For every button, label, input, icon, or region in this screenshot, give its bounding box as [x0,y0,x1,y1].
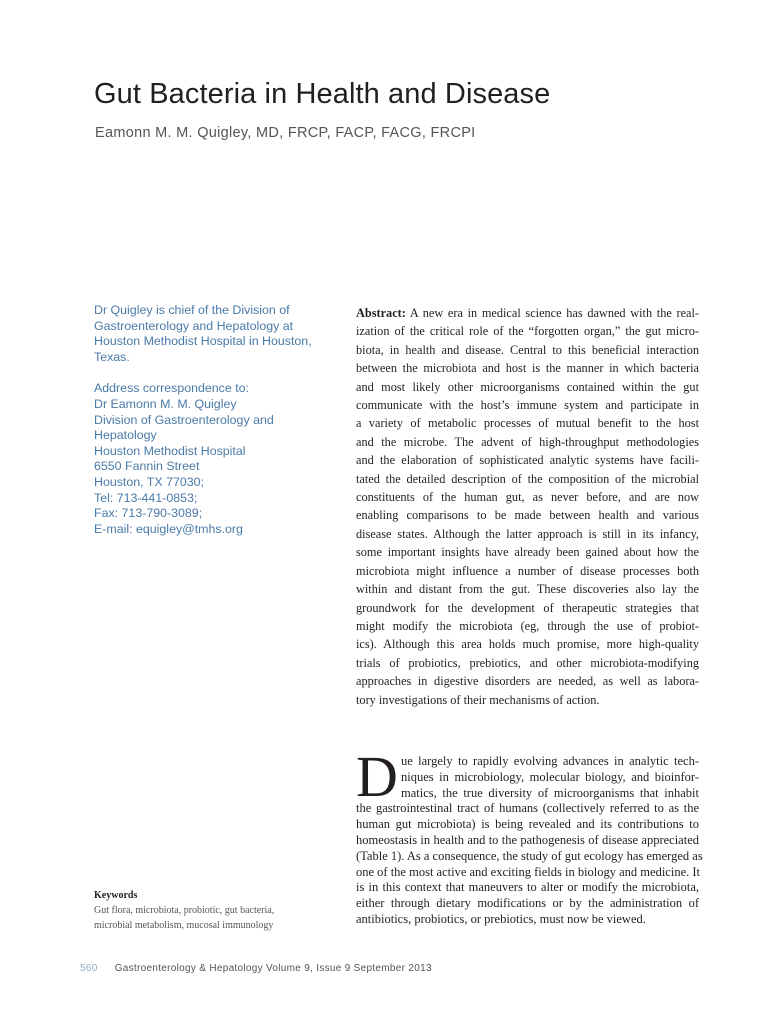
page-footer [80,963,432,974]
abstract [356,304,699,709]
keywords-block [94,889,314,933]
abstract-line: constituents of the human gut, as never before, and are now [356,490,699,505]
drop-cap: D [356,744,398,809]
article-authors: Eamonn M. M. Quigley, MD, FRCP, FACP, FACG, FRCPI [95,125,476,141]
article-body-intro [356,754,703,928]
correspondence-address [94,381,324,537]
body-line: matics, the true diversity of microorganisms that inhabit [401,785,699,800]
author-bio [94,303,324,365]
bio-line: Dr Quigley is chief of the Division of [94,303,290,317]
address-line: Dr Eamonn M. M. Quigley [94,396,237,411]
body-line: niques in microbiology, molecular biology, and bioinfor- [401,769,699,784]
abstract-line: biota, in health and disease. Central to this beneficial interaction [356,342,699,357]
abstract-line: might modify the microbiota (eg, through the use of probiot- [356,618,699,633]
address-line: Address correspondence to: [94,381,249,396]
abstract-line: between the microbiota and host is the manner in which bacteria [356,361,699,376]
journal-citation: Gastroenterology & Hepatology Volume 9, Issue 9 September 2013 [114,963,432,974]
body-line: antibiotics, probiotics, or prebiotics, must now be viewed. [356,911,646,926]
abstract-first-line: A new era in medical science has dawned with the real- [405,306,699,320]
abstract-line: microbiota might influence a number of disease processes both [356,563,699,578]
abstract-line: groundwork for the development of therapeutic strategies that [356,600,699,615]
body-line: ue largely to rapidly evolving advances in analytic tech- [401,754,699,768]
author-info-sidebar [94,303,324,537]
abstract-line: within and distant from the gut. These discoveries also lay the [356,582,699,597]
abstract-line: trials of probiotics, prebiotics, and other microbiota-modifying [356,655,699,670]
body-line: is in this context that maneuvers to alter or modify the microbiota, [356,880,699,895]
abstract-line: communicate with the host’s immune system and participate in [356,398,699,413]
article-title: Gut Bacteria in Health and Disease [94,78,551,110]
bio-line: Gastroenterology and Hepatology at [94,318,294,333]
body-line: human gut microbiota) is being revealed and its contributions to [356,817,699,832]
body-line: one of the most active and exciting fields in biology and medicine. It [356,864,701,879]
abstract-line: ization of the critical role of the “forgotten organ,” the gut micro- [356,324,699,339]
abstract-line: approaches in digestive disorders are needed, as well as labora- [356,674,699,689]
bio-line: Houston Methodist Hospital in Houston, [94,334,312,349]
abstract-line: tory investigations of their mechanisms of action. [356,692,600,707]
body-line: either through dietary modifications or by the administration of [356,896,699,911]
body-line: (Table 1). As a consequence, the study of gut ecology has emerged as [356,848,703,863]
abstract-line: a variety of metabolic processes of mutual benefit to the host [356,416,699,431]
body-line: the gastrointestinal tract of humans (collectively referred to as the [356,801,699,816]
address-line: 6550 Fannin Street [94,459,200,474]
phone-line: Tel: 713-441-0853; [94,490,198,505]
abstract-line [356,304,699,322]
keywords-label: Keywords [94,890,138,901]
fax-line: Fax: 713-790-3089; [94,506,203,521]
abstract-line: and the elaboration of sophisticated analytic systems have facili- [356,453,699,468]
address-line: Houston, TX 77030; [94,474,204,489]
abstract-line: enabling comparisons to be made between health and various [356,508,699,523]
address-line: Houston Methodist Hospital [94,443,246,458]
keywords-line: microbial metabolism, mucosal immunology [94,919,274,931]
email-line: E-mail: equigley@tmhs.org [94,521,243,536]
abstract-line: and the microbe. The advent of high-throughput methodologies [356,434,699,449]
keywords-line: Gut flora, microbiota, probiotic, gut bacteria, [94,904,275,916]
bio-line: Texas. [94,349,130,364]
address-line: Division of Gastroenterology and [94,412,274,427]
abstract-line: ics). Although this area holds much promise, more high-quality [356,637,699,652]
abstract-line: some important insights have already been gained about how the [356,545,699,560]
abstract-line: and most likely other microorganisms contained within the gut [356,379,699,394]
address-line: Hepatology [94,428,157,443]
body-line: homeostasis in health and to the pathogenesis of disease appreciated [356,832,699,847]
abstract-line: tated the detailed description of the composition of the microbial [356,471,699,486]
page-number: 560 [80,963,98,974]
abstract-label: Abstract: [356,306,406,320]
abstract-line: disease states. Although the latter approach is still in its infancy, [356,526,699,541]
